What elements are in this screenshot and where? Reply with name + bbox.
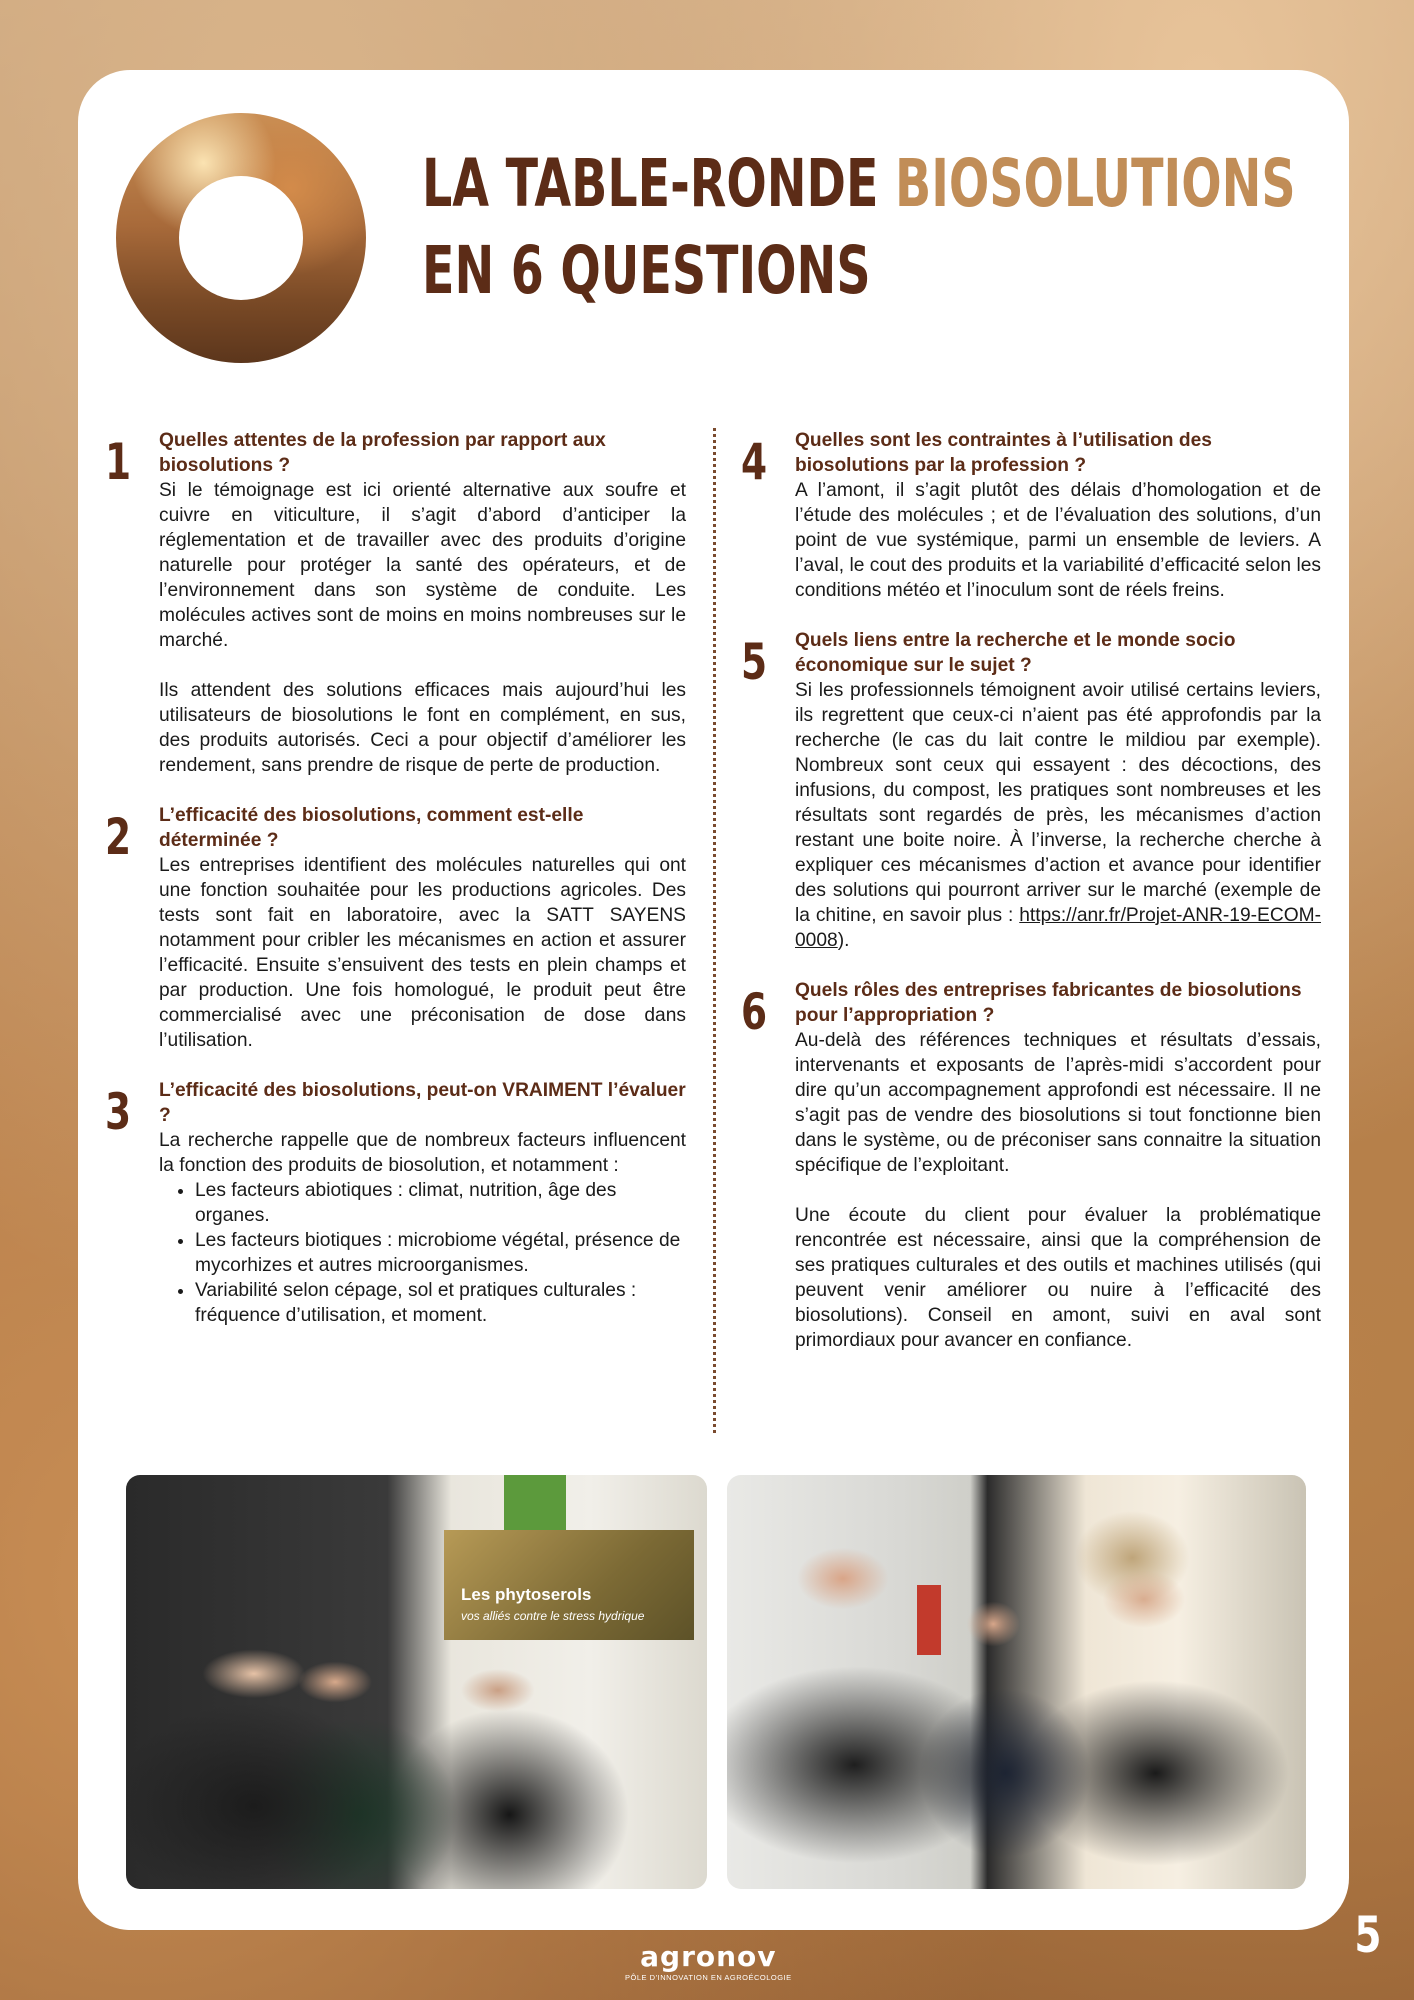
question-body — [159, 853, 686, 1053]
question-body — [795, 1028, 1321, 1353]
paragraph: La recherche rappelle que de nombreux facteurs influencent la fonction des produits de biosolution, et notamment : — [159, 1130, 686, 1176]
paragraph: Les entreprises identifient des molécules naturelles qui ont une fonction souhaitée pour les productions agricoles. Des tests sont fait en laboratoire, avec la SATT SAYENS notamment pour cribler les mécanismes en action et assurer l’efficacité. Ensuite s’ensuivent des tests en plein champs et par production. Une fois homologué, le produit peut être commercialisé avec une préconisation de dose dans l’utilisation. — [159, 855, 686, 1051]
question-2 — [100, 803, 686, 1053]
question-5 — [736, 628, 1321, 953]
question-number: 6 — [740, 983, 768, 1041]
question-6 — [736, 978, 1321, 1353]
agronov-logo — [625, 1942, 792, 1984]
green-banner — [504, 1475, 566, 1533]
paragraph: Une écoute du client pour évaluer la problématique rencontrée est nécessaire, ainsi que la compréhension de ses pratiques culturales et des outils et machines utilisés (qui peuvent venir améliorer ou nuire à l’efficacité des biosolutions). Conseil en amont, suivi en aval sont primordiaux pour avancer en confiance. — [795, 1205, 1321, 1351]
question-title: Quelles sont les contraintes à l’utilisation des biosolutions par la profession ? — [795, 430, 1212, 476]
bullet-list — [159, 1178, 686, 1328]
paragraph-end: ). — [837, 930, 850, 951]
bullet-item: • Variabilité selon cépage, sol et pratiques culturales : fréquence d’utilisation, et moment. — [195, 1278, 686, 1328]
paragraph-text: Si les professionnels témoignent avoir utilisé certains leviers, ils regrettent que ceux-ci n’aient pas été approfondis par la recherche (le cas du lait contre le mildiou par exemple). Nombreux sont ceux qui essayent : des décoctions, des infusions, du compost, les pratiques sont nombreuses et les résultats sont regardés de près, les mécanismes d’action restant une boite noire. À l’inverse, la recherche cherche à expliquer ces mécanismes d’action et avance pour identifier des solutions qui pourront arriver sur le marché (exemple de la chitine, en savoir plus : — [795, 680, 1321, 926]
page-number: 5 — [1354, 1906, 1382, 1964]
question-title: L’efficacité des biosolutions, comment est-elle déterminée ? — [159, 805, 584, 851]
fire-extinguisher-box — [917, 1585, 941, 1655]
question-body — [795, 478, 1321, 603]
question-number: 2 — [104, 808, 132, 866]
event-photo-stand — [126, 1475, 707, 1889]
logo-tagline: PÔLE D’INNOVATION EN AGROÉCOLOGIE — [625, 1973, 792, 1982]
question-body — [159, 1128, 686, 1328]
question-3 — [100, 1078, 686, 1328]
question-number: 1 — [104, 433, 132, 491]
question-4 — [736, 428, 1321, 603]
title-line1-accent: BIOSOLUTIONS — [895, 145, 1296, 222]
ring-hole — [179, 176, 303, 300]
question-1 — [100, 428, 686, 778]
question-number: 4 — [740, 433, 768, 491]
question-title: Quelles attentes de la profession par rapport aux biosolutions ? — [159, 430, 606, 476]
question-number: 5 — [740, 633, 768, 691]
question-title: Quels rôles des entreprises fabricantes de biosolutions pour l’appropriation ? — [795, 980, 1302, 1026]
question-number: 3 — [104, 1083, 132, 1141]
bullet-item: • Les facteurs biotiques : microbiome végétal, présence de mycorhizes et autres microorganismes. — [195, 1228, 686, 1278]
question-title: Quels liens entre la recherche et le monde socio économique sur le sujet ? — [795, 630, 1236, 676]
paragraph: Ils attendent des solutions efficaces mais aujourd’hui les utilisateurs de biosolutions le font en complément, en sus, des produits autorisés. Ceci a pour objectif d’améliorer les rendement, sans prendre de risque de perte de production. — [159, 680, 686, 776]
question-title: L’efficacité des biosolutions, peut-on VRAIMENT l’évaluer ? — [159, 1080, 686, 1126]
anr-project-link[interactable]: https://anr.fr/Projet-ANR-19-ECOM-0008 — [795, 905, 1321, 951]
column-divider — [713, 428, 716, 1433]
logo-wordmark: agronov — [640, 1940, 777, 1973]
paragraph: Si le témoignage est ici orienté alternative aux soufre et cuivre en viticulture, il s’agit d’abord d’anticiper la réglementation et de travailler avec des produits d’origine naturelle pour protéger la santé des opérateurs, et de l’environnement dans son système de conduite. Les molécules actives sont de moins en moins nombreuses sur le marché. — [159, 480, 686, 651]
paragraph: A l’amont, il s’agit plutôt des délais d’homologation et de l’étude des molécules ; et de l’évaluation des solutions, d’un point de vue systémique, parmi un ensemble de leviers. A l’aval, le cout des produits et la variabilité d’efficacité selon les conditions météo et l’inoculum sont de réels freins. — [795, 480, 1321, 601]
poster-subtitle: vos alliés contre le stress hydrique — [461, 1609, 645, 1623]
event-photo-discussion — [727, 1475, 1306, 1889]
bullet-item: • Les facteurs abiotiques : climat, nutrition, âge des organes. — [195, 1178, 686, 1228]
title-line1-part1: LA TABLE-RONDE — [422, 145, 896, 222]
left-column — [100, 428, 686, 1328]
right-column — [736, 428, 1321, 1353]
poster-title: Les phytoserols — [461, 1585, 592, 1604]
paragraph: Au-delà des références techniques et résultats d’essais, intervenants et exposants de l’après-midi s’accordent pour dire qu’un accompagnement approfondi est nécessaire. Il ne s’agit pas de vendre des biosolutions si tout fonctionne bien dans le système, ou de préconiser sans connaitre la situation spécifique de l’exploitant. — [795, 1030, 1321, 1176]
question-body — [159, 478, 686, 778]
page-title — [422, 140, 1296, 314]
paragraph — [795, 678, 1321, 953]
question-body — [795, 678, 1321, 953]
title-line2: EN 6 QUESTIONS — [422, 232, 871, 309]
